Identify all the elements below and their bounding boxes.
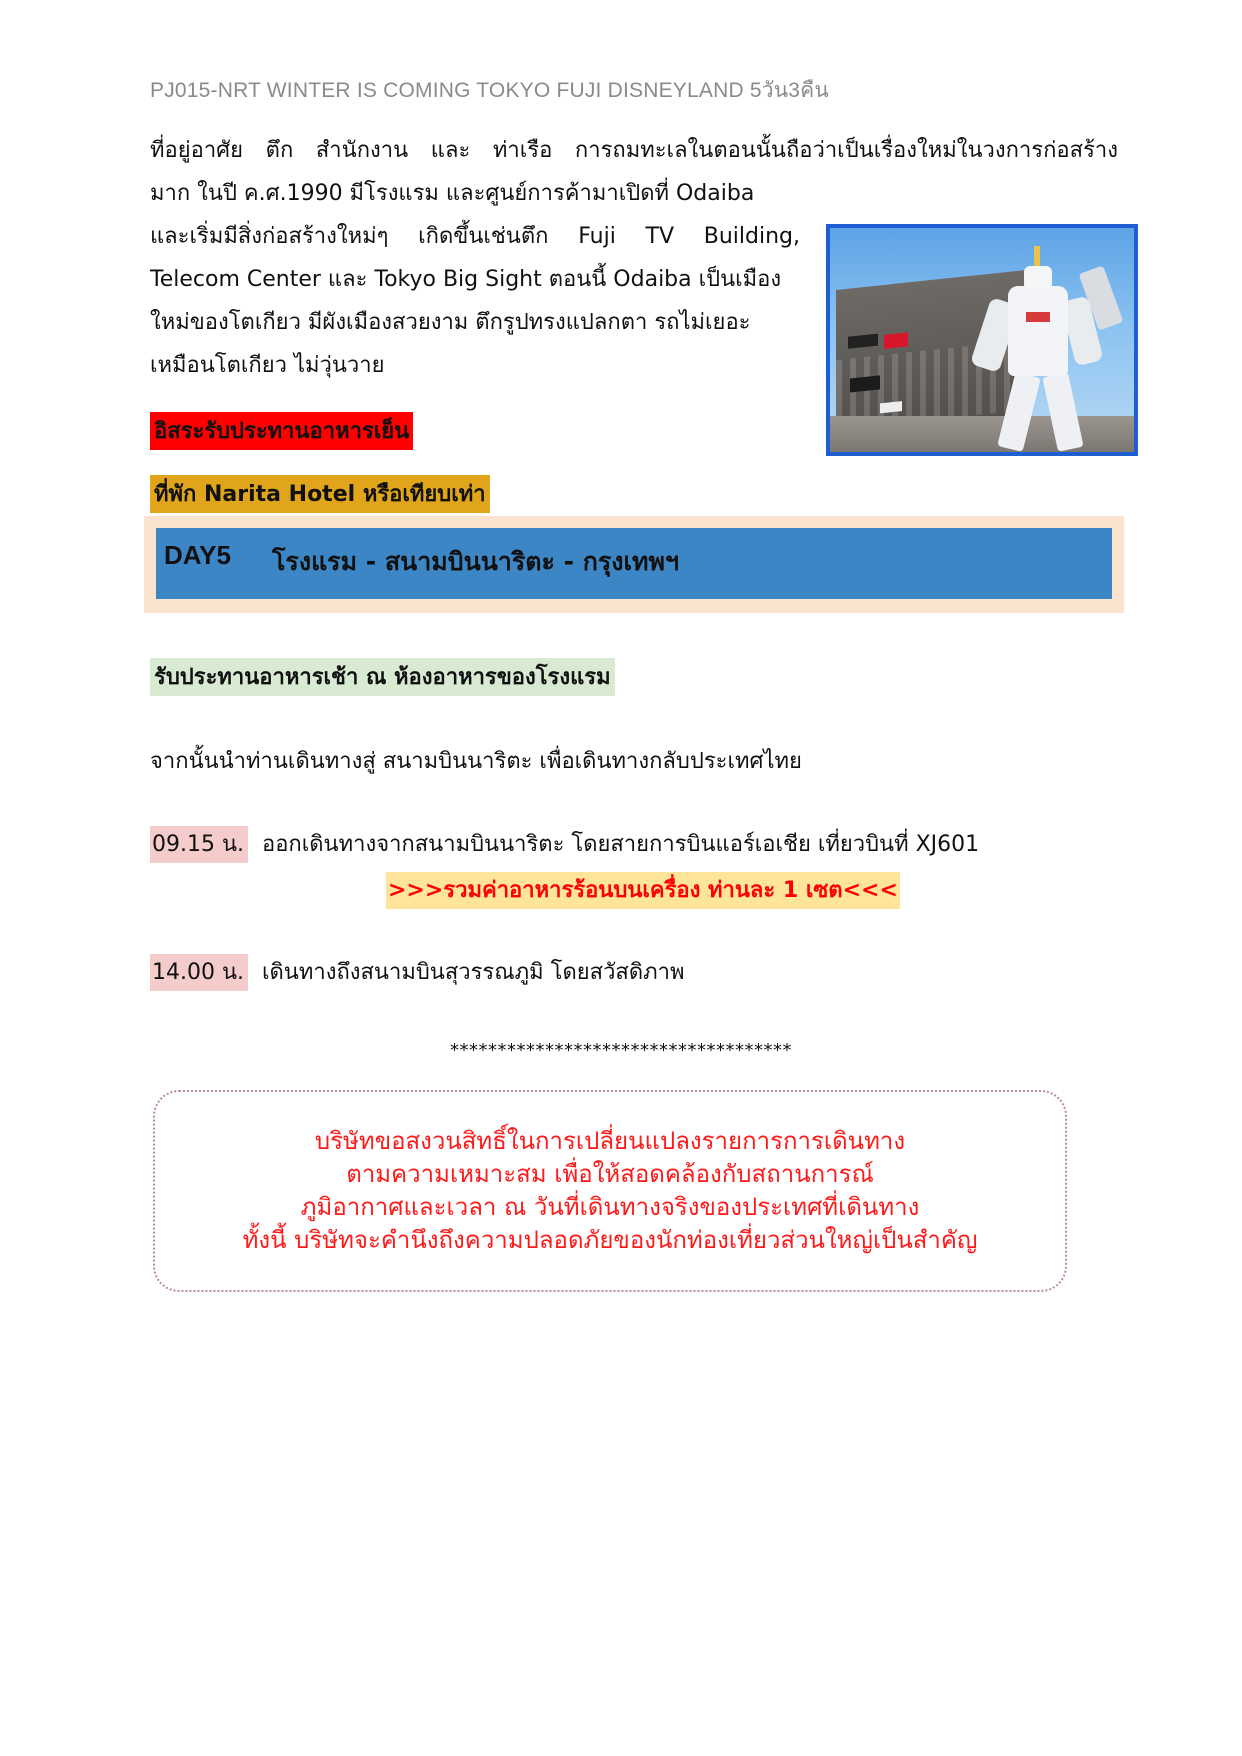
schedule-time-1: 09.15 น. bbox=[150, 826, 248, 863]
schedule-time-2: 14.00 น. bbox=[150, 954, 248, 991]
document-header: PJ015-NRT WINTER IS COMING TOKYO FUJI DISNEYLAND 5วัน3คืน bbox=[150, 79, 829, 102]
schedule-desc-2: เดินทางถึงสนามบินสุวรรณภูมิ โดยสวัสดิภาพ bbox=[262, 960, 685, 985]
notice-line-1: บริษัทขอสงวนสิทธิ์ในการเปลี่ยนแปลงรายการการเดินทาง bbox=[314, 1127, 906, 1155]
intro-line-4: Telecom Center และ Tokyo Big Sight ตอนนี้ Odaiba เป็นเมือง bbox=[150, 267, 782, 292]
odaiba-gundam-photo bbox=[826, 224, 1138, 456]
breakfast-note: รับประทานอาหารเช้า ณ ห้องอาหารของโรงแรม bbox=[150, 658, 615, 696]
gundam-statue-shape bbox=[1008, 286, 1068, 376]
day-banner bbox=[144, 516, 1124, 613]
intro-line-6: เหมือนโตเกียว ไม่วุ่นวาย bbox=[150, 353, 385, 378]
notice-line-2: ตามความเหมาะสม เพื่อให้สอดคล้องกับสถานการณ์ bbox=[346, 1160, 874, 1188]
notice-box bbox=[153, 1090, 1067, 1292]
day-banner-band bbox=[156, 528, 1112, 599]
intro-line-1: ที่อยู่อาศัย ตึก สำนักงาน และ ท่าเรือ การถมทะเลในตอนนั้นถือว่าเป็นเรื่องใหม่ในวงการก่อสร้าง bbox=[150, 138, 1118, 163]
transfer-text: จากนั้นนำท่านเดินทางสู่ สนามบินนาริตะ เพื่อเดินทางกลับประเทศไทย bbox=[150, 749, 802, 774]
day-title: โรงแรม - สนามบินนาริตะ - กรุงเทพฯ bbox=[272, 547, 680, 576]
notice-line-3: ภูมิอากาศและเวลา ณ วันที่เดินทางจริงของประเทศที่เดินทาง bbox=[300, 1193, 920, 1221]
intro-line-3: และเริ่มมีสิ่งก่อสร้างใหม่ๆ เกิดขึ้นเช่นตึก Fuji TV Building, bbox=[150, 224, 800, 249]
inflight-meal-note: >>>รวมค่าอาหารร้อนบนเครื่อง ท่านละ 1 เซต<<< bbox=[386, 872, 900, 909]
hotel-note: ที่พัก Narita Hotel หรือเทียบเท่า bbox=[150, 475, 490, 513]
intro-line-2: มาก ในปี ค.ศ.1990 มีโรงแรม และศูนย์การค้ามาเปิดที่ Odaiba bbox=[150, 181, 755, 206]
divider-stars: ************************************ bbox=[450, 1040, 792, 1061]
dinner-note: อิสระรับประทานอาหารเย็น bbox=[150, 412, 413, 450]
notice-line-4: ทั้งนี้ บริษัทจะคำนึงถึงความปลอดภัยของนักท่องเที่ยวส่วนใหญ่เป็นสำคัญ bbox=[242, 1226, 978, 1254]
day-label: DAY5 bbox=[164, 540, 231, 570]
schedule-desc-1: ออกเดินทางจากสนามบินนาริตะ โดยสายการบินแอร์เอเชีย เที่ยวบินที่ XJ601 bbox=[262, 832, 980, 857]
intro-line-5: ใหม่ของโตเกียว มีผังเมืองสวยงาม ตึกรูปทรงแปลกตา รถไม่เยอะ bbox=[150, 310, 751, 335]
